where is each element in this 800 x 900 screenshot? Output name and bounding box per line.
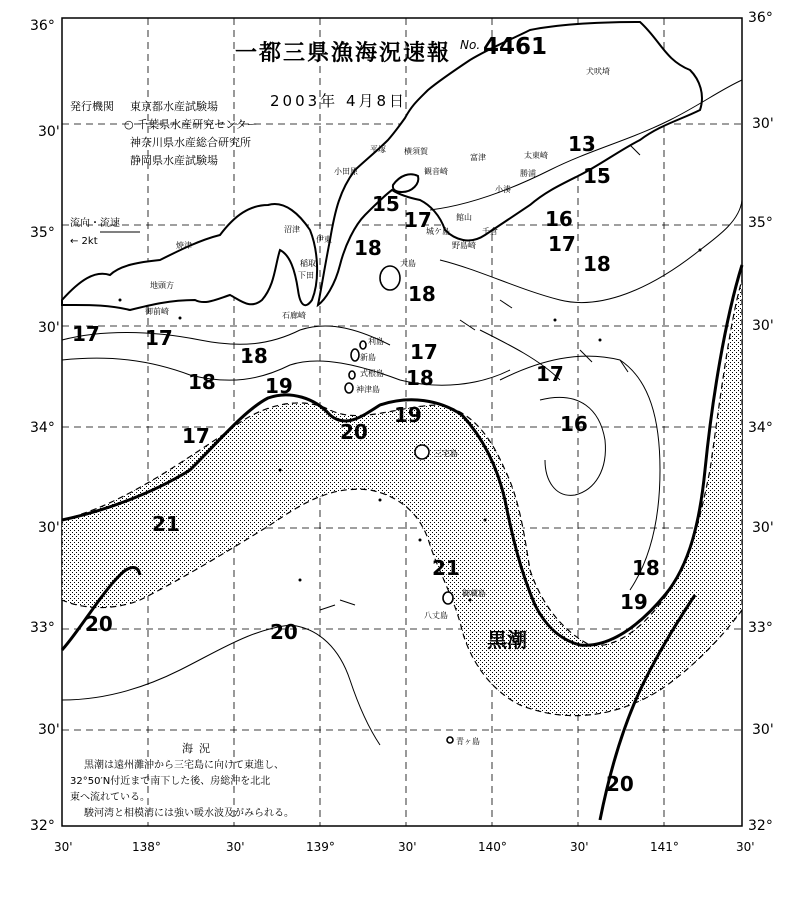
- latitude-label: 32°: [30, 818, 55, 834]
- isotherm-label: 21: [432, 556, 460, 580]
- isotherm-label: 15: [372, 192, 400, 216]
- latitude-label: 30': [38, 124, 60, 140]
- note-line: 駿河湾と相模湾には強い暖水波及がみられる。: [84, 808, 294, 819]
- place-name: 勝浦: [520, 169, 536, 178]
- isotherm-label: 17: [404, 208, 432, 232]
- longitude-label: 30': [570, 840, 589, 854]
- isotherm-label: 20: [85, 612, 113, 636]
- isotherm-label: 18: [583, 252, 611, 276]
- longitude-label: 30': [226, 840, 245, 854]
- place-name: 野島崎: [452, 241, 476, 250]
- longitude-label: 141°: [650, 840, 679, 854]
- isotherm-label: 21: [152, 512, 180, 536]
- latitude-label: 34°: [30, 420, 55, 436]
- report-number-prefix: No.: [460, 38, 481, 52]
- note-line: 黒潮は遠州灘沖から三宅島に向けて東進し、: [84, 760, 284, 771]
- isotherm-label: 17: [182, 424, 210, 448]
- isotherm-label: 17: [145, 326, 173, 350]
- publisher-item: ○ 千葉県水産研究センター: [124, 118, 258, 131]
- isotherm-label: 17: [548, 232, 576, 256]
- place-name: 利島: [368, 337, 384, 346]
- place-name: 館山: [456, 213, 472, 222]
- place-name: 焼津: [176, 241, 192, 250]
- place-name: 御前崎: [145, 307, 169, 316]
- longitude-label: 30': [736, 840, 755, 854]
- latitude-label-right: 30': [752, 318, 774, 334]
- place-name: 小湊: [495, 185, 511, 194]
- isotherm-label: 13: [568, 132, 596, 156]
- latitude-label: 30': [38, 320, 60, 336]
- place-name: 下田: [298, 271, 314, 280]
- note-line: 32°50′N付近まで南下した後、房総沖を北北: [70, 776, 271, 787]
- place-name: 犬吠埼: [586, 67, 610, 76]
- longitude-label: 138°: [132, 840, 161, 854]
- isotherm-label: 18: [632, 556, 660, 580]
- place-name: 石廊崎: [282, 311, 306, 320]
- flow-legend-label: 流向・流速: [70, 218, 120, 229]
- isotherm-label: 19: [620, 590, 648, 614]
- latitude-label-right: 30': [752, 116, 774, 132]
- latitude-label-right: 30': [752, 722, 774, 738]
- latitude-label-right: 32°: [748, 818, 773, 834]
- place-name: 太東崎: [524, 151, 548, 160]
- isotherm-label: 19: [265, 374, 293, 398]
- isotherm-label: 16: [560, 412, 588, 436]
- place-name: 横須賀: [404, 147, 428, 156]
- isotherm-label: 18: [406, 366, 434, 390]
- notes-title: 海況: [182, 742, 216, 755]
- latitude-label: 30': [38, 722, 60, 738]
- kuroshio-label: 黒潮: [487, 628, 527, 652]
- isotherm-label: 18: [354, 236, 382, 260]
- place-name: 千倉: [482, 227, 498, 236]
- place-name: 青ヶ島: [456, 737, 480, 746]
- isotherm-label: 19: [394, 403, 422, 427]
- place-name: 沼津: [284, 225, 300, 234]
- isotherm-label: 20: [606, 772, 634, 796]
- place-name: 神津島: [356, 385, 380, 394]
- place-name: 八丈島: [424, 611, 448, 620]
- place-name: 地頭方: [150, 281, 174, 290]
- publisher-heading: 発行機関: [70, 100, 114, 113]
- place-name: 稲取: [300, 259, 316, 268]
- latitude-label-right: 36°: [748, 10, 773, 26]
- publisher-item: 静岡県水産試験場: [130, 154, 218, 167]
- longitude-label: 30': [398, 840, 417, 854]
- flow-legend-scale: ← 2kt: [70, 236, 98, 247]
- latitude-label: 36°: [30, 18, 55, 34]
- report-title: 一都三県漁海況速報: [235, 40, 452, 66]
- latitude-label-right: 34°: [748, 420, 773, 436]
- place-name: 平塚: [370, 145, 386, 154]
- place-name: 御蔵島: [462, 589, 486, 598]
- report-number: 4461: [483, 34, 548, 60]
- isotherm-label: 16: [545, 207, 573, 231]
- longitude-label: 140°: [478, 840, 507, 854]
- publisher-item: 神奈川県水産総合研究所: [130, 136, 251, 149]
- note-line: 東へ流れている。: [70, 792, 150, 803]
- isotherm-label: 15: [583, 164, 611, 188]
- place-name: 城ケ島: [426, 227, 450, 236]
- isotherm-label: 17: [536, 362, 564, 386]
- isotherm-label: 17: [410, 340, 438, 364]
- report-date: 2003年 4月8日: [270, 92, 408, 110]
- place-name: 式根島: [360, 369, 384, 378]
- isotherm-label: 20: [270, 620, 298, 644]
- place-name: 小田原: [334, 167, 358, 176]
- latitude-label: 30': [38, 520, 60, 536]
- place-name: 富津: [470, 153, 486, 162]
- place-name: 大島: [400, 259, 416, 268]
- longitude-label: 30': [54, 840, 73, 854]
- isotherm-label: 17: [72, 322, 100, 346]
- publisher-item: 東京都水産試験場: [130, 100, 218, 113]
- place-name: 三宅島: [434, 449, 458, 458]
- isotherm-label: 18: [408, 282, 436, 306]
- place-name: 新島: [360, 353, 376, 362]
- longitude-label: 139°: [306, 840, 335, 854]
- isotherm-label: 20: [340, 420, 368, 444]
- latitude-label-right: 33°: [748, 620, 773, 636]
- latitude-label: 33°: [30, 620, 55, 636]
- place-name: 伊東: [316, 235, 332, 244]
- isotherm-label: 18: [188, 370, 216, 394]
- isotherm-label: 18: [240, 344, 268, 368]
- latitude-label: 35°: [30, 225, 55, 241]
- latitude-label-right: 30': [752, 520, 774, 536]
- place-name: 観音崎: [424, 167, 448, 176]
- latitude-label-right: 35°: [748, 215, 773, 231]
